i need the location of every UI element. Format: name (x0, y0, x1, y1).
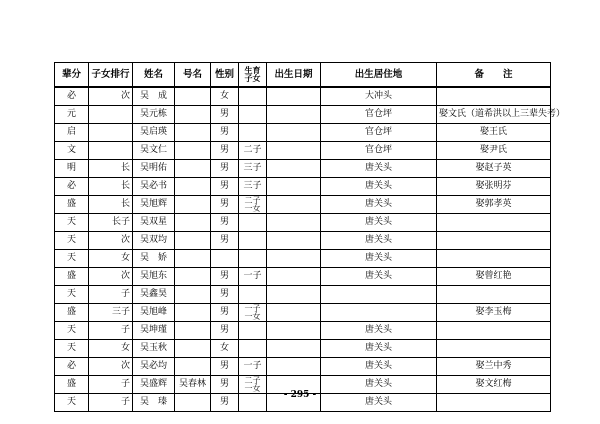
cell-notes: 娶李玉梅 (437, 304, 551, 322)
cell-residence: 唐关头 (321, 394, 437, 412)
cell-residence: 官仓坪 (321, 106, 437, 124)
header-notes: 备 注 (437, 63, 551, 88)
table-row (55, 268, 551, 286)
cell-children (239, 340, 267, 358)
cell-birth-date (267, 160, 321, 178)
cell-name: 吴玉秋 (133, 340, 175, 358)
cell-generation: 启 (55, 124, 89, 142)
cell-notes (437, 322, 551, 340)
cell-residence: 官仓坪 (321, 124, 437, 142)
cell-rank: 女 (89, 250, 133, 268)
cell-birth-date (267, 358, 321, 376)
cell-children: 三子 (239, 178, 267, 196)
cell-rank (89, 124, 133, 142)
cell-rank: 次 (89, 358, 133, 376)
cell-gender: 男 (211, 178, 239, 196)
table-row (55, 340, 551, 358)
cell-birth-date (267, 106, 321, 124)
cell-notes: 娶文红梅 (437, 376, 551, 394)
cell-alias (175, 232, 211, 250)
cell-children: 二子 (239, 142, 267, 160)
cell-rank: 长 (89, 160, 133, 178)
cell-notes: 娶郭孝英 (437, 196, 551, 214)
cell-alias (175, 124, 211, 142)
cell-gender: 女 (211, 340, 239, 358)
cell-generation: 天 (55, 394, 89, 412)
cell-notes: 娶兰中秀 (437, 358, 551, 376)
cell-birth-date (267, 304, 321, 322)
cell-residence (321, 286, 437, 304)
cell-generation: 天 (55, 232, 89, 250)
cell-alias (175, 142, 211, 160)
cell-birth-date (267, 142, 321, 160)
cell-gender: 男 (211, 142, 239, 160)
table-row (55, 358, 551, 376)
cell-birth-date (267, 322, 321, 340)
genealogy-table (54, 62, 566, 412)
cell-gender: 男 (211, 394, 239, 412)
header-gender: 性别 (211, 63, 239, 88)
cell-residence: 唐关头 (321, 268, 437, 286)
cell-children (239, 106, 267, 124)
cell-residence: 唐关头 (321, 232, 437, 250)
table-row (55, 286, 551, 304)
cell-notes (437, 340, 551, 358)
cell-residence: 唐关头 (321, 340, 437, 358)
cell-generation: 盛 (55, 196, 89, 214)
header-rank: 子女排行 (89, 63, 133, 88)
cell-children (239, 124, 267, 142)
cell-gender: 男 (211, 160, 239, 178)
cell-name: 吴双星 (133, 214, 175, 232)
cell-rank: 三子 (89, 304, 133, 322)
cell-children: 一子 (239, 268, 267, 286)
cell-residence: 唐关头 (321, 322, 437, 340)
cell-rank: 长子 (89, 214, 133, 232)
cell-name: 吴启瑛 (133, 124, 175, 142)
cell-alias (175, 286, 211, 304)
cell-notes: 娶尹氏 (437, 142, 551, 160)
cell-name: 吴坤瑾 (133, 322, 175, 340)
header-generation: 辈分 (55, 63, 89, 88)
cell-residence: 唐关头 (321, 358, 437, 376)
cell-children (239, 322, 267, 340)
cell-name: 吴鑫昊 (133, 286, 175, 304)
cell-rank: 长 (89, 178, 133, 196)
header-children: 生育 子女 (239, 63, 267, 88)
table-row (55, 250, 551, 268)
cell-gender: 男 (211, 322, 239, 340)
cell-gender: 男 (211, 376, 239, 394)
table-row (55, 304, 551, 322)
cell-generation: 盛 (55, 376, 89, 394)
table-row (55, 214, 551, 232)
cell-notes (437, 214, 551, 232)
cell-children: 一子 (239, 358, 267, 376)
cell-alias (175, 87, 211, 106)
cell-generation: 必 (55, 178, 89, 196)
cell-rank: 次 (89, 87, 133, 106)
cell-gender: 男 (211, 232, 239, 250)
cell-rank: 子 (89, 376, 133, 394)
cell-name: 吴盛辉 (133, 376, 175, 394)
cell-birth-date (267, 268, 321, 286)
cell-residence: 唐关头 (321, 214, 437, 232)
cell-gender: 男 (211, 106, 239, 124)
cell-name: 吴旭峰 (133, 304, 175, 322)
cell-notes: 娶曾红艳 (437, 268, 551, 286)
cell-alias (175, 340, 211, 358)
cell-gender: 男 (211, 124, 239, 142)
page-number: - 295 - (283, 390, 317, 400)
cell-residence: 唐关头 (321, 250, 437, 268)
cell-alias (175, 106, 211, 124)
cell-birth-date (267, 87, 321, 106)
cell-rank: 子 (89, 394, 133, 412)
cell-children: 三子 (239, 160, 267, 178)
cell-generation: 元 (55, 106, 89, 124)
cell-gender: 男 (211, 286, 239, 304)
cell-notes (437, 232, 551, 250)
cell-alias (175, 268, 211, 286)
cell-generation: 盛 (55, 268, 89, 286)
cell-alias (175, 178, 211, 196)
cell-generation: 必 (55, 87, 89, 106)
cell-birth-date (267, 196, 321, 214)
table-row (55, 87, 551, 106)
cell-children (239, 232, 267, 250)
cell-name: 吴文仁 (133, 142, 175, 160)
cell-rank: 次 (89, 232, 133, 250)
cell-rank: 次 (89, 268, 133, 286)
cell-residence: 唐关头 (321, 178, 437, 196)
cell-children: 二子 一女 (239, 376, 267, 394)
header-name: 姓名 (133, 63, 175, 88)
cell-name: 吴必均 (133, 358, 175, 376)
cell-name: 吴明佑 (133, 160, 175, 178)
cell-gender: 男 (211, 268, 239, 286)
cell-children (239, 87, 267, 106)
cell-gender: 男 (211, 304, 239, 322)
cell-generation: 必 (55, 358, 89, 376)
header-alias: 号名 (175, 63, 211, 88)
cell-children: 一子 一女 (239, 304, 267, 322)
cell-residence: 官仓坪 (321, 142, 437, 160)
cell-children (239, 286, 267, 304)
table-row (55, 232, 551, 250)
cell-name: 吴旭东 (133, 268, 175, 286)
cell-name: 吴 瑧 (133, 394, 175, 412)
cell-name: 吴旭辉 (133, 196, 175, 214)
table-row (55, 178, 551, 196)
cell-name: 吴元栋 (133, 106, 175, 124)
cell-birth-date (267, 214, 321, 232)
cell-generation: 天 (55, 214, 89, 232)
table-row (55, 142, 551, 160)
cell-generation: 文 (55, 142, 89, 160)
cell-children (239, 250, 267, 268)
cell-notes: 娶王氏 (437, 124, 551, 142)
cell-name: 吴必书 (133, 178, 175, 196)
cell-generation: 盛 (55, 304, 89, 322)
cell-gender: 男 (211, 358, 239, 376)
cell-notes (437, 286, 551, 304)
header-residence: 出生居住地 (321, 63, 437, 88)
cell-alias (175, 358, 211, 376)
cell-residence: 唐关头 (321, 376, 437, 394)
cell-notes (437, 250, 551, 268)
table-row (55, 124, 551, 142)
cell-alias (175, 322, 211, 340)
cell-generation: 天 (55, 340, 89, 358)
cell-name: 吴双均 (133, 232, 175, 250)
cell-generation: 天 (55, 322, 89, 340)
cell-gender: 女 (211, 87, 239, 106)
cell-birth-date (267, 178, 321, 196)
cell-alias (175, 160, 211, 178)
cell-generation: 明 (55, 160, 89, 178)
cell-name: 吴 娇 (133, 250, 175, 268)
cell-birth-date (267, 286, 321, 304)
header-birth-date: 出生日期 (267, 63, 321, 88)
table-row (55, 106, 551, 124)
cell-residence: 大冲头 (321, 87, 437, 106)
cell-notes: 娶赵子英 (437, 160, 551, 178)
cell-rank: 子 (89, 286, 133, 304)
cell-gender: 男 (211, 196, 239, 214)
cell-notes (437, 87, 551, 106)
cell-alias: 吴春林 (175, 376, 211, 394)
table-body (55, 87, 566, 412)
cell-birth-date (267, 340, 321, 358)
cell-birth-date (267, 250, 321, 268)
cell-generation: 天 (55, 250, 89, 268)
table-header-row (55, 63, 551, 88)
table-row (55, 196, 551, 214)
cell-children: 二子 一女 (239, 196, 267, 214)
cell-gender (211, 250, 239, 268)
cell-gender: 男 (211, 214, 239, 232)
cell-rank: 长 (89, 196, 133, 214)
cell-birth-date (267, 232, 321, 250)
cell-alias (175, 304, 211, 322)
cell-rank: 子 (89, 322, 133, 340)
cell-alias (175, 214, 211, 232)
cell-rank (89, 142, 133, 160)
cell-children (239, 214, 267, 232)
table-row (55, 160, 551, 178)
cell-residence: 唐关头 (321, 160, 437, 178)
cell-rank: 女 (89, 340, 133, 358)
cell-notes: 娶张明芬 (437, 178, 551, 196)
cell-generation: 天 (55, 286, 89, 304)
cell-residence (321, 304, 437, 322)
cell-birth-date (267, 124, 321, 142)
cell-name: 吴 成 (133, 87, 175, 106)
cell-residence: 唐关头 (321, 196, 437, 214)
cell-notes: 娶文氏（道希洪以上三辈失考） (437, 106, 551, 124)
cell-rank (89, 106, 133, 124)
cell-alias (175, 196, 211, 214)
cell-alias (175, 250, 211, 268)
table-row (55, 322, 551, 340)
